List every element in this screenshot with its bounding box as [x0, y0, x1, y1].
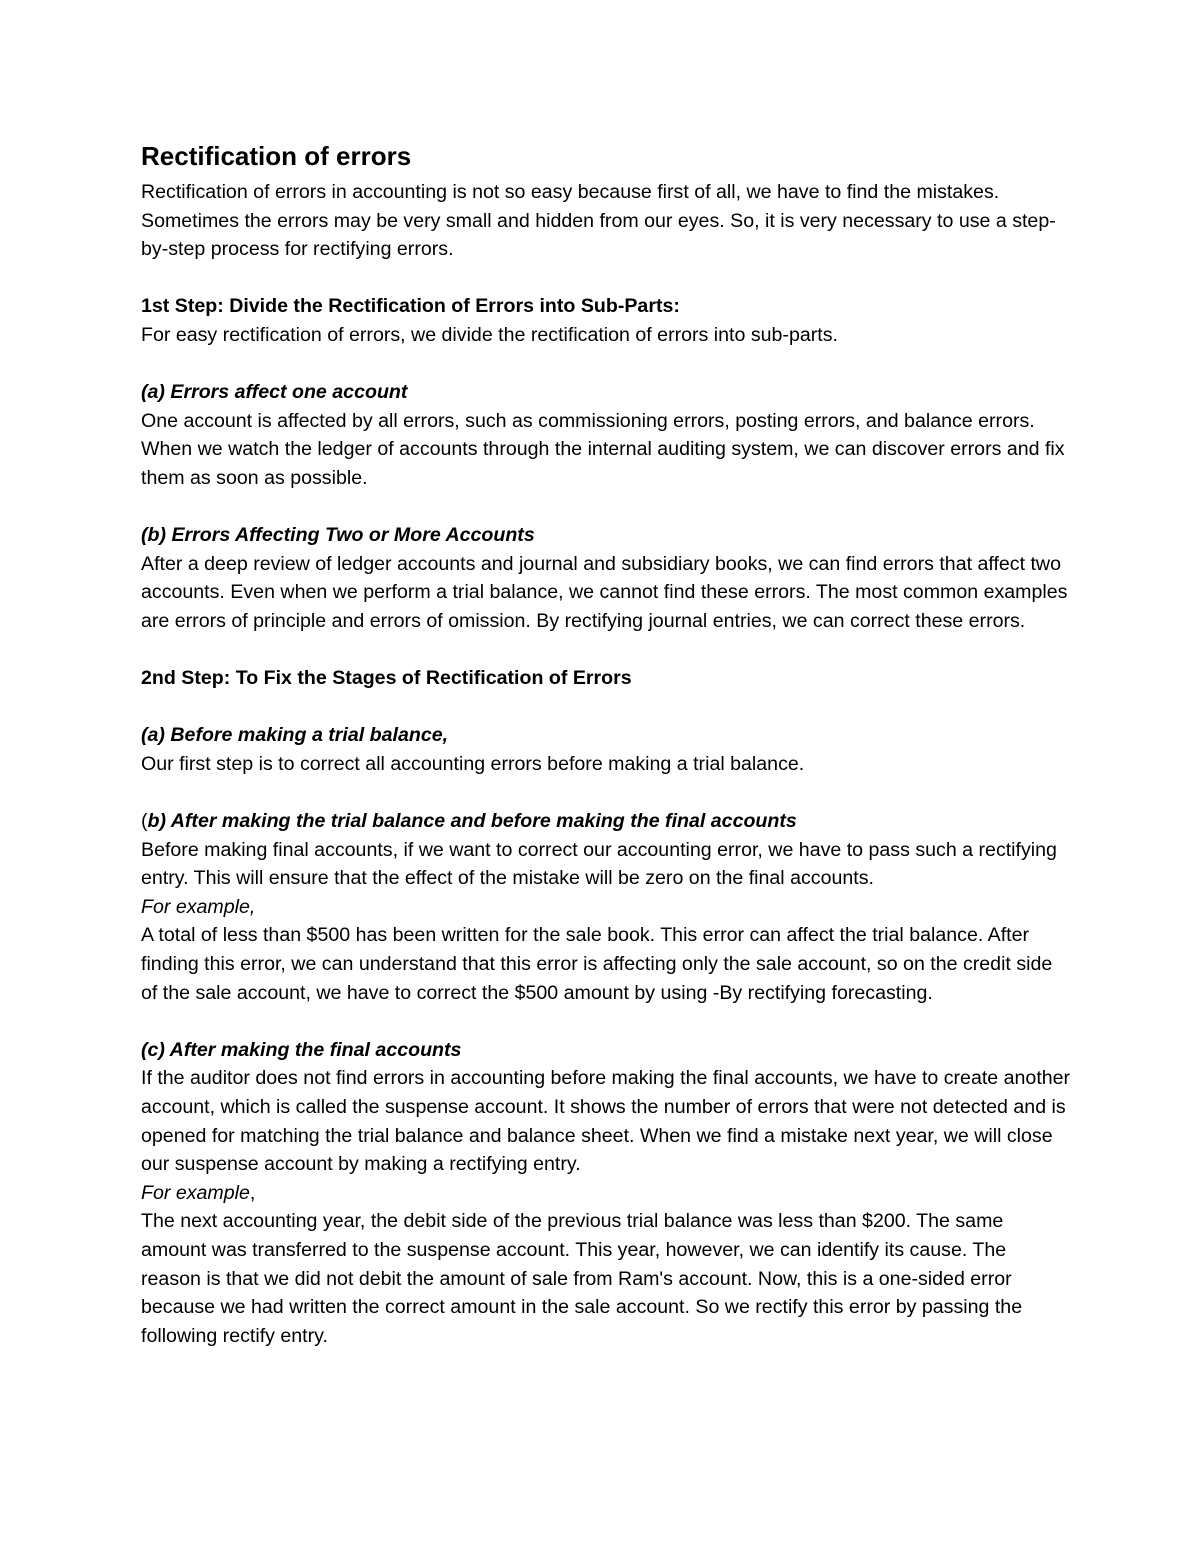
step2b-heading-paren: (: [141, 810, 148, 833]
step2b-example-text: A total of less than $500 has been written for the sale book. This error can affect the trial balance. After finding this error, we can understand that this error is affecting only the sale account, so on the credit side of the sale account, we have to correct the $500 amount by using -By rectifying forecasting.: [141, 924, 1053, 1004]
step2b-heading-text: b) After making the trial balance and before making the final accounts: [147, 810, 797, 833]
step2c-example-label: For example: [141, 1181, 250, 1204]
step2c-example-comma: ,: [249, 1181, 256, 1204]
step1a-text: One account is affected by all errors, such as commissioning errors, posting errors, and balance errors. When we watch the ledger of accounts through the internal auditing system, we can discover errors and fix them as soon as possible.: [141, 409, 1065, 489]
step1b-heading: (b) Errors Affecting Two or More Accounts: [141, 524, 535, 547]
step2b-heading: [141, 807, 1071, 836]
step2a-text: Our first step is to correct all accounting errors before making a trial balance.: [141, 752, 805, 775]
step1b-text: After a deep review of ledger accounts and journal and subsidiary books, we can find errors that affect two accounts. Even when we perform a trial balance, we cannot find these errors. The most common examples are errors of principle and errors of omission. By rectifying journal entries, we can correct these errors.: [141, 552, 1068, 632]
step1-heading: 1st Step: Divide the Rectification of Errors into Sub-Parts:: [141, 295, 680, 318]
document-page: [141, 138, 1071, 1350]
step2c-example-label-line: [141, 1179, 1071, 1208]
intro-paragraph: Rectification of errors in accounting is not so easy because first of all, we have to find the mistakes. Sometimes the errors may be very small and hidden from our eyes. So, it is very necessary to use a step-by-step process for rectifying errors.: [141, 181, 1056, 261]
step2a-heading: (a) Before making a trial balance,: [141, 724, 449, 747]
step2c-example-text: The next accounting year, the debit side of the previous trial balance was less than $200. The same amount was transferred to the suspense account. This year, however, we can identify its cause. The reason is that we did not debit the amount of sale from Ram's account. Now, this is a one-sided error because we had written the correct amount in the sale account. So we rectify this error by passing the following rectify entry.: [141, 1210, 1023, 1347]
step1-text: For easy rectification of errors, we divide the rectification of errors into sub-parts.: [141, 323, 838, 346]
document-title: Rectification of errors: [141, 141, 412, 171]
step2-heading: 2nd Step: To Fix the Stages of Rectification of Errors: [141, 667, 632, 690]
step2c-heading: (c) After making the final accounts: [141, 1038, 462, 1061]
step2b-text: Before making final accounts, if we want to correct our accounting error, we have to pass such a rectifying entry. This will ensure that the effect of the mistake will be zero on the final accounts.: [141, 838, 1057, 890]
step2c-text: If the auditor does not find errors in accounting before making the final accounts, we have to create another account, which is called the suspense account. It shows the number of errors that were not detected and is opened for matching the trial balance and balance sheet. When we find a mistake next year, we will close our suspense account by making a rectifying entry.: [141, 1067, 1071, 1176]
step1a-heading: (a) Errors affect one account: [141, 381, 408, 404]
step2b-example-label: For example,: [141, 895, 256, 918]
